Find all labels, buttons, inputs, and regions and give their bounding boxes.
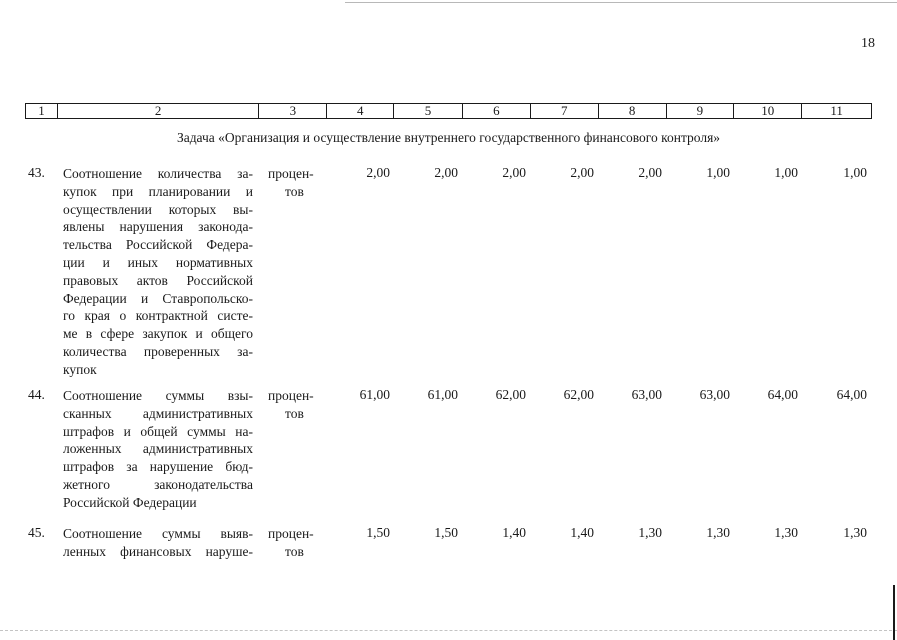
section-title: Задача «Организация и осуществление внутреннего государственного финансового контроля» — [176, 130, 721, 145]
header-cell-10: 10 — [734, 104, 802, 118]
description-line: Соотношение суммы взы- — [63, 388, 253, 403]
row-unit — [268, 387, 324, 423]
value-col-4: 1,50 — [366, 525, 390, 540]
description-line: количества проверенных за- — [63, 343, 253, 359]
value-col-10: 1,00 — [774, 165, 798, 180]
header-cell-7: 7 — [531, 104, 599, 118]
row-number: 44. — [28, 387, 45, 402]
value-col-8: 1,30 — [638, 525, 662, 540]
value-col-9: 1,00 — [706, 165, 730, 180]
description-line: штрафов и общей суммы на- — [63, 423, 253, 439]
header-cell-5: 5 — [394, 104, 463, 118]
value-col-10: 1,30 — [774, 525, 798, 540]
unit-line: процен- — [268, 388, 314, 403]
page-number: 18 — [861, 36, 875, 51]
value-col-8: 63,00 — [631, 387, 662, 402]
description-line: правовых актов Российской — [63, 272, 253, 288]
value-col-11: 1,30 — [843, 525, 867, 540]
value-col-7: 1,40 — [570, 525, 594, 540]
header-cell-9: 9 — [667, 104, 735, 118]
description-line: Федерации и Ставропольско- — [63, 290, 253, 306]
value-col-7: 2,00 — [570, 165, 594, 180]
value-col-4: 2,00 — [366, 165, 390, 180]
value-col-9: 63,00 — [699, 387, 730, 402]
row-number: 43. — [28, 165, 45, 180]
value-col-10: 64,00 — [767, 387, 798, 402]
value-col-6: 1,40 — [502, 525, 526, 540]
description-line: явлены нарушения законода- — [63, 219, 253, 235]
value-col-9: 1,30 — [706, 525, 730, 540]
description-line: купок — [63, 361, 97, 377]
unit-line: тов — [285, 183, 304, 199]
value-col-8: 2,00 — [638, 165, 662, 180]
value-col-6: 62,00 — [495, 387, 526, 402]
unit-line: тов — [285, 543, 304, 559]
description-line: купок при планировании и — [63, 183, 253, 199]
unit-line: тов — [285, 405, 304, 421]
description-line: Российской Федерации — [63, 494, 197, 510]
description-line: ложенных административных — [63, 441, 253, 457]
scan-bottom-border — [0, 630, 897, 631]
header-cell-1: 1 — [26, 104, 58, 118]
value-col-6: 2,00 — [502, 165, 526, 180]
row-unit — [268, 165, 324, 201]
value-col-4: 61,00 — [359, 387, 390, 402]
header-cell-8: 8 — [599, 104, 667, 118]
description-line: Соотношение суммы выяв- — [63, 526, 253, 541]
unit-line: процен- — [268, 526, 314, 541]
table-header-row — [25, 103, 872, 119]
header-cell-6: 6 — [463, 104, 531, 118]
description-line: ме в сфере закупок и общего — [63, 326, 253, 342]
value-col-5: 61,00 — [427, 387, 458, 402]
description-line: сканных административных — [63, 405, 253, 421]
description-line: Соотношение количества за- — [63, 166, 253, 181]
description-line: штрафов за нарушение бюд- — [63, 459, 253, 475]
unit-line: процен- — [268, 166, 314, 181]
description-line: осуществлении которых вы- — [63, 201, 253, 217]
description-line: жетного законодательства — [63, 476, 253, 492]
scan-right-edge — [893, 585, 895, 640]
row-description — [63, 387, 253, 512]
header-cell-2: 2 — [58, 104, 260, 118]
row-unit — [268, 525, 324, 561]
value-col-5: 1,50 — [434, 525, 458, 540]
description-line: тельства Российской Федера- — [63, 237, 253, 253]
header-cell-11: 11 — [830, 103, 843, 118]
header-cell-4: 4 — [327, 104, 394, 118]
value-col-5: 2,00 — [434, 165, 458, 180]
description-line: го края о контрактной систе- — [63, 308, 253, 324]
value-col-7: 62,00 — [563, 387, 594, 402]
scan-top-border — [345, 2, 897, 3]
value-col-11: 64,00 — [836, 387, 867, 402]
description-line: ленных финансовых наруше- — [63, 543, 253, 559]
row-number: 45. — [28, 525, 45, 540]
description-line: ции и иных нормативных — [63, 254, 253, 270]
value-col-11: 1,00 — [843, 165, 867, 180]
row-description — [63, 525, 253, 561]
header-cell-3: 3 — [259, 104, 327, 118]
row-description — [63, 165, 253, 379]
